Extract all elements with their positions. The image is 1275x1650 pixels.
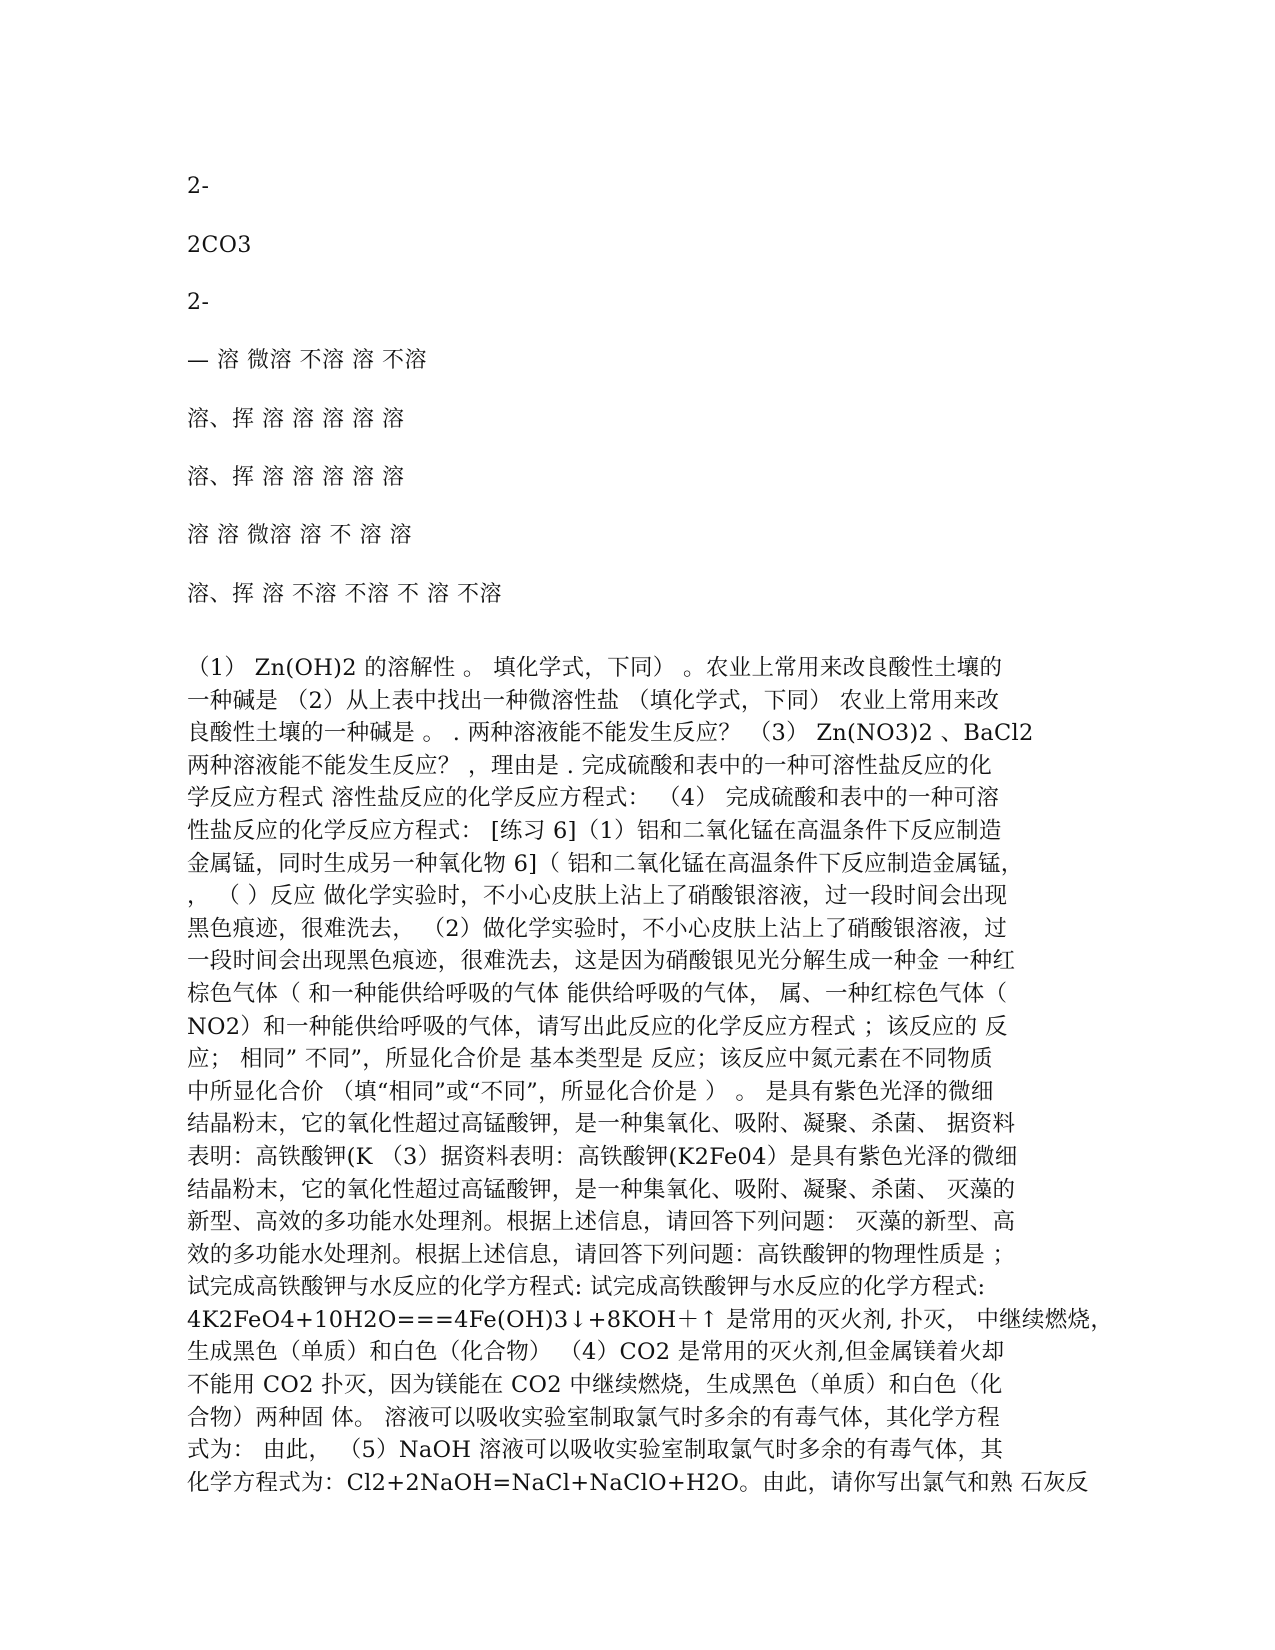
body-line: 良酸性土壤的一种碱是 。 . 两种溶液能不能发生反应？ （3） Zn(NO3)2 、BaCl2: [187, 720, 1034, 747]
body-line: （1） Zn(OH)2 的溶解性 。 填化学式，下同） 。农业上常用来改良酸性土壤的: [187, 655, 1003, 681]
table-line: 溶、挥 溶 不溶 不溶 不 溶 不溶: [187, 582, 502, 607]
body-line: 合物）两种固 体。 溶液可以吸收实验室制取氯气时多余的有毒气体，其化学方程: [187, 1404, 1000, 1431]
table-line: 2-: [187, 174, 210, 199]
table-line: 溶、挥 溶 溶 溶 溶 溶: [187, 465, 405, 490]
body-line: 新型、高效的多功能水处理剂。根据上述信息，请回答下列问题： 灭藻的新型、高: [187, 1209, 1016, 1236]
body-line: 棕色气体（ 和一种能供给呼吸的气体 能供给呼吸的气体， 属、一种红棕色气体（: [187, 980, 1008, 1007]
body-line: 试完成高铁酸钾与水反应的化学方程式: 试完成高铁酸钾与水反应的化学方程式:: [187, 1274, 986, 1301]
body-paragraph: [187, 652, 1114, 1499]
body-line: 效的多功能水处理剂。根据上述信息，请回答下列问题：高铁酸钾的物理性质是 ；: [187, 1241, 1016, 1268]
body-line: 化学方程式为：Cl2+2NaOH=NaCl+NaClO+H2O。由此，请你写出氯气和熟 石灰反: [187, 1469, 1089, 1496]
body-line: 黑色痕迹，很难洗去， （2）做化学实验时，不小心皮肤上沾上了硝酸银溶液，过: [187, 915, 1008, 942]
table-line: 溶、挥 溶 溶 溶 溶 溶: [187, 407, 405, 432]
body-line: 一种碱是 （2）从上表中找出一种微溶性盐 （填化学式，下同） 农业上常用来改: [187, 687, 1000, 714]
body-line: 中所显化合价 （填“相同”或“不同”，所显化合价是 ） 。 是具有紫色光泽的微细: [187, 1078, 994, 1105]
body-line: 结晶粉末，它的氧化性超过高锰酸钾，是一种集氧化、吸附、凝聚、杀菌、 据资料: [187, 1111, 1016, 1138]
body-line: 性盐反应的化学反应方程式： [练习 6]（1）铝和二氧化锰在高温条件下反应制造: [187, 817, 1002, 844]
body-line: 结晶粉末，它的氧化性超过高锰酸钾，是一种集氧化、吸附、凝聚、杀菌、 灭藻的: [187, 1176, 1016, 1203]
body-line: 一段时间会出现黑色痕迹，很难洗去，这是因为硝酸银见光分解生成一种金 一种红: [187, 948, 1016, 975]
body-line: NO2）和一种能供给呼吸的气体，请写出此反应的化学反应方程式 ；该反应的 反: [187, 1013, 1008, 1040]
table-line: — 溶 微溶 不溶 溶 不溶: [187, 348, 427, 373]
body-line: ， （ ）反应 做化学实验时，不小心皮肤上沾上了硝酸银溶液，过一段时间会出现: [187, 883, 1008, 910]
table-line: 2-: [187, 290, 210, 315]
table-line: 2CO3: [187, 233, 252, 258]
body-line: 两种溶液能不能发生反应？ ，理由是 . 完成硫酸和表中的一种可溶性盐反应的化: [187, 752, 993, 779]
body-line: 表明：高铁酸钾(K （3）据资料表明：高铁酸钾(K2Fe04）是具有紫色光泽的微细: [187, 1143, 1018, 1170]
body-line: 式为： 由此， （5）NaOH 溶液可以吸收实验室制取氯气时多余的有毒气体，其: [187, 1437, 1004, 1464]
table-line: 溶 溶 微溶 溶 不 溶 溶: [187, 523, 412, 548]
body-line: 生成黑色（单质）和白色（化合物） （4）CO2 是常用的灭火剂,但金属镁着火却: [187, 1339, 1005, 1366]
body-line: 金属锰，同时生成另一种氧化物 6]（ 铝和二氧化锰在高温条件下反应制造金属锰，: [187, 850, 1024, 877]
body-line: 4K2FeO4+10H2O===4Fe(OH)3↓+8KOH＋↑ 是常用的灭火剂, 扑灭， 中继续燃烧，: [187, 1306, 1114, 1333]
body-line: 应； 相同” 不同”，所显化合价是 基本类型是 反应；该反应中氮元素在不同物质: [187, 1046, 993, 1073]
body-line: 不能用 CO2 扑灭，因为镁能在 CO2 中继续燃烧，生成黑色（单质）和白色（化: [187, 1372, 1003, 1399]
body-line: 学反应方程式 溶性盐反应的化学反应方程式： （4） 完成硫酸和表中的一种可溶: [187, 785, 1000, 812]
